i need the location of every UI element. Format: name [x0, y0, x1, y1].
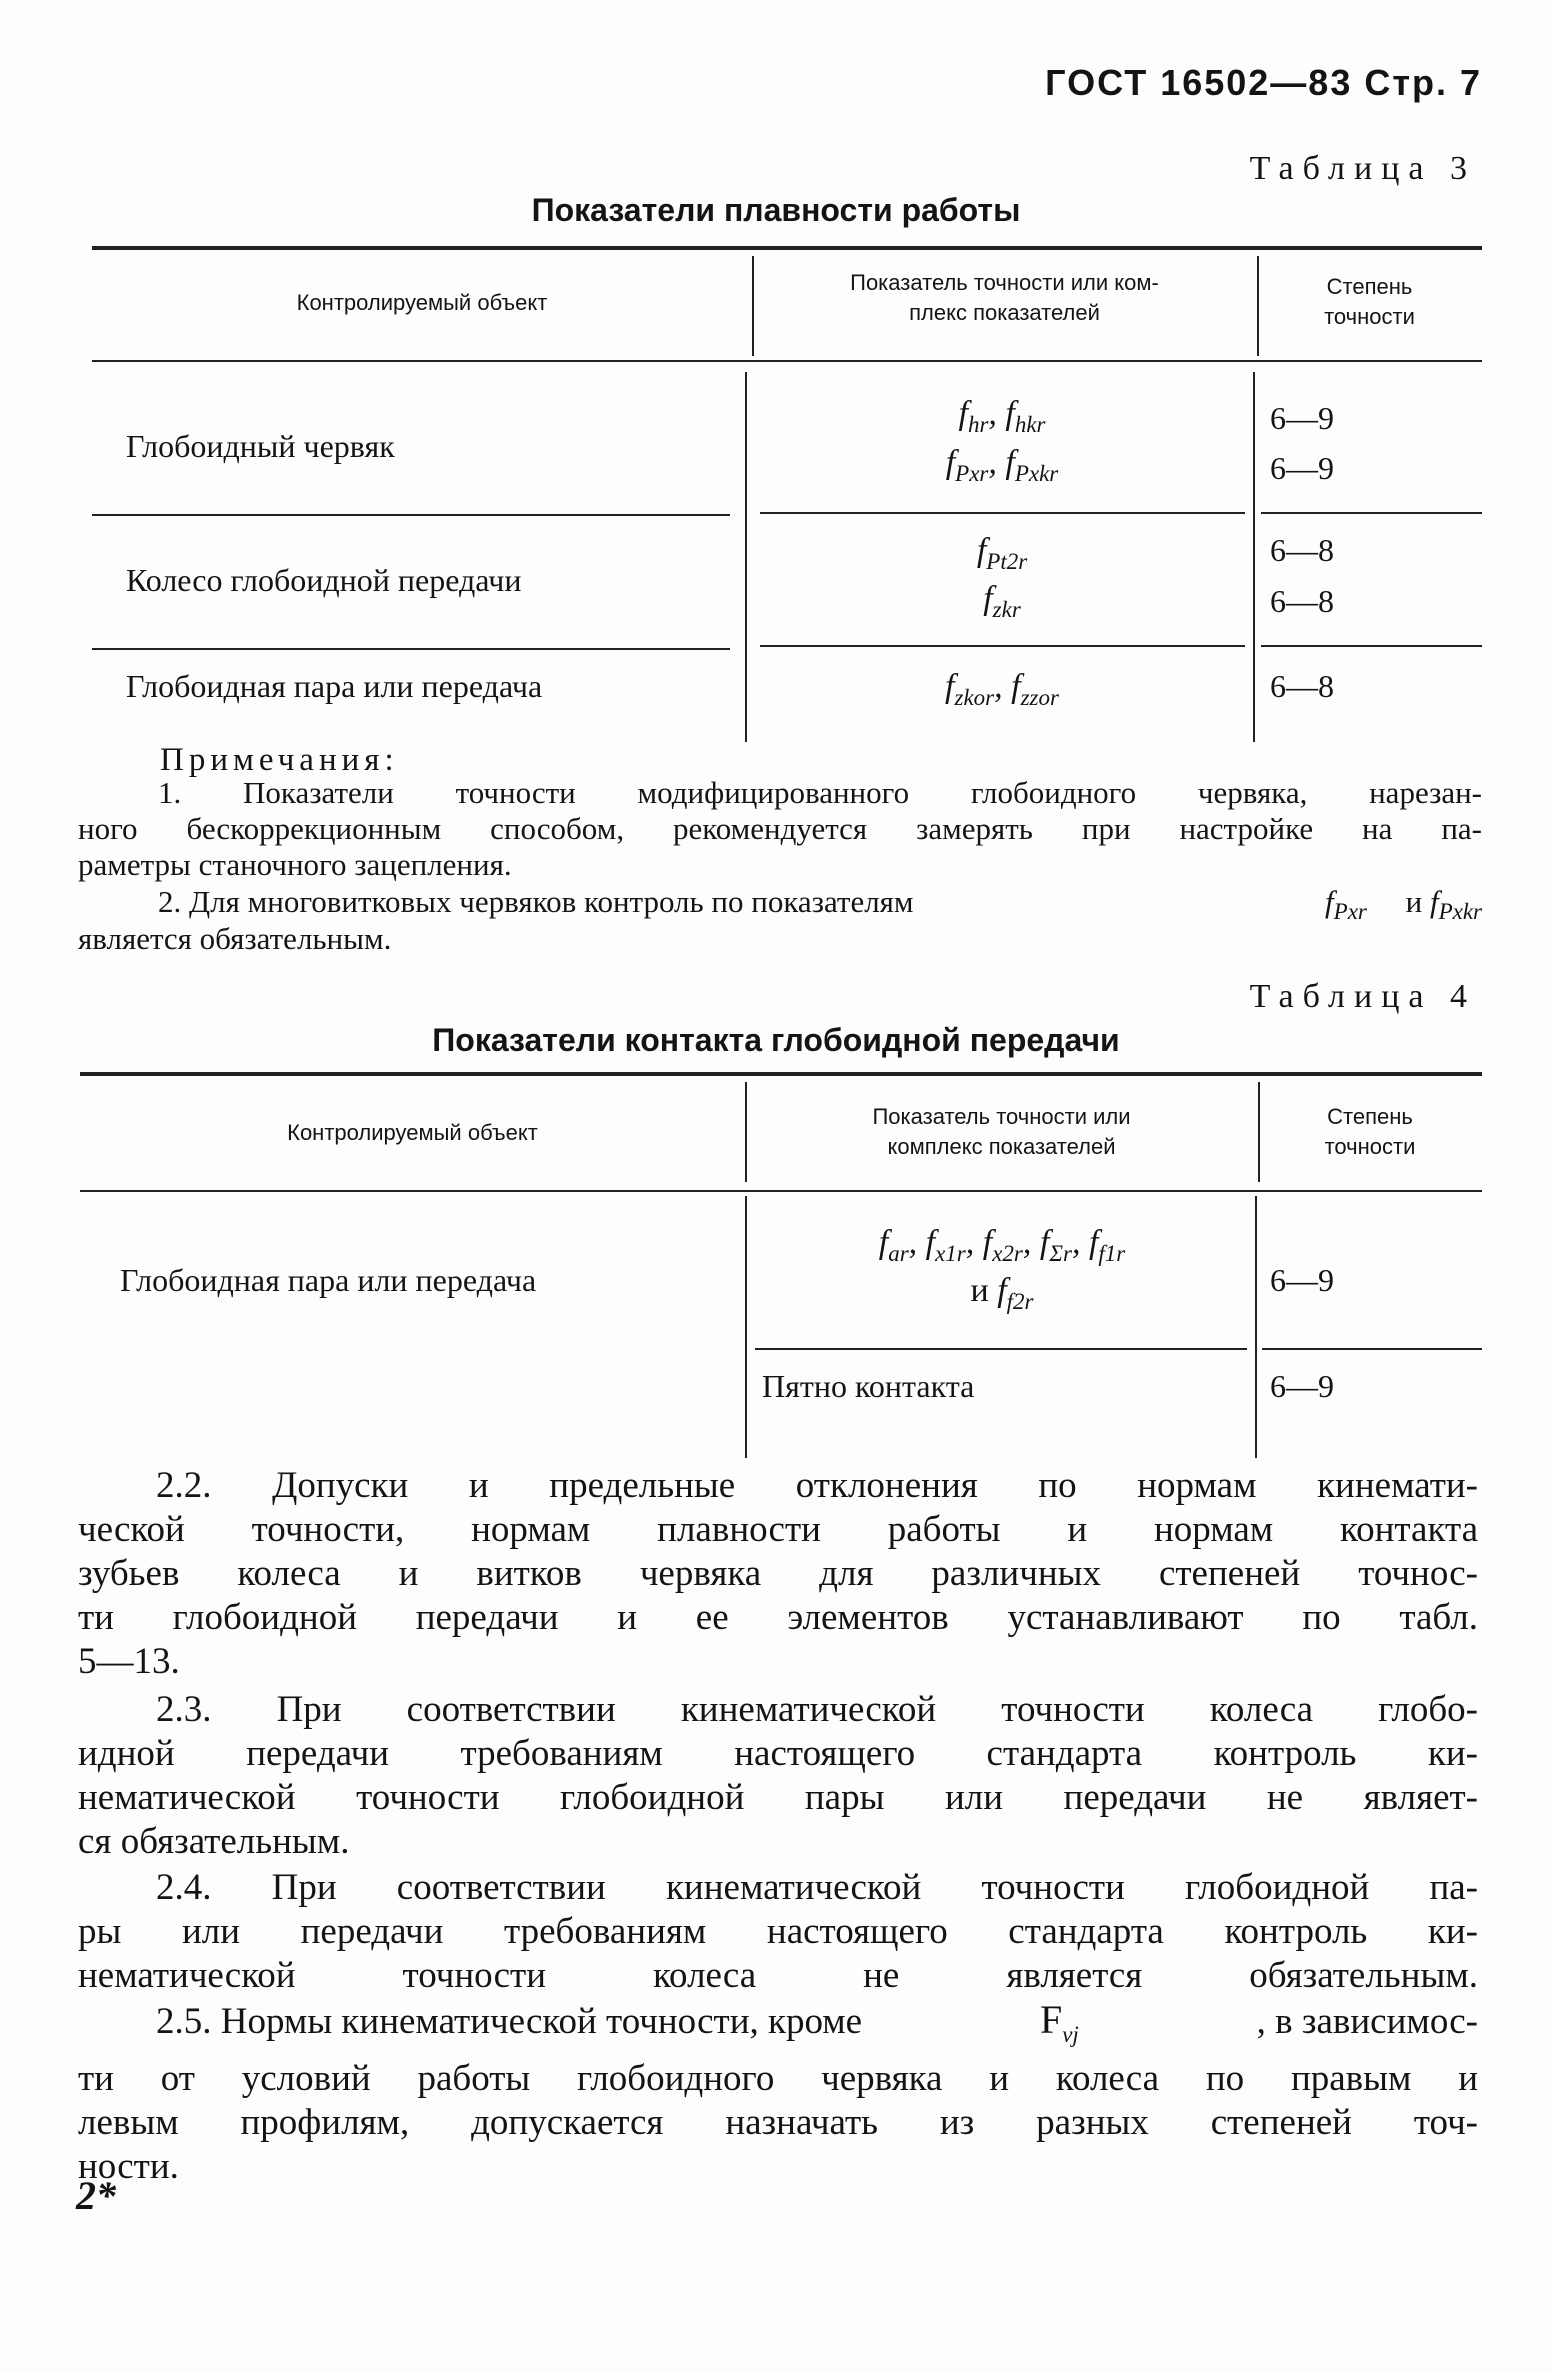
- table3-row1-rule-col3: [1261, 512, 1482, 514]
- table3-header-indicator-line2: плекс показателей: [909, 300, 1100, 325]
- notes-title: Примечания:: [160, 742, 399, 778]
- table3-row2-rule-col1: [92, 648, 730, 650]
- note2-f2: f: [1429, 884, 1439, 919]
- p25-line4: ности.: [78, 2146, 179, 2187]
- note2-f1: f: [1325, 884, 1334, 919]
- table3-row1-object: Глобоидный червяк: [126, 428, 395, 464]
- table4-ind2-sub: x1r: [935, 1240, 966, 1266]
- table4-row-degree1: 6—9: [1270, 1262, 1334, 1298]
- table3-header-degree-line1: Степень: [1326, 274, 1413, 299]
- p22-line1: 2.2. Допуски и предельные отклонения по нормам кинемати-: [156, 1465, 1478, 1506]
- table4-header-degree: [1258, 1102, 1482, 1162]
- p25-line2: ти от условий работы глобоидного червяка и колеса по правым и: [78, 2058, 1478, 2099]
- p25-formula: [1040, 1998, 1079, 2057]
- table3-row2-rule-col2: [760, 645, 1245, 647]
- table3-caption: Показатели плавности работы: [531, 192, 1021, 228]
- note2-formula: [1325, 884, 1482, 930]
- table4-label: Таблица 4: [1249, 978, 1476, 1015]
- page-header: ГОСТ 16502—83 Стр. 7: [1045, 62, 1482, 103]
- table4-ind1-sub: ar: [888, 1240, 909, 1266]
- table3-top-rule: [92, 246, 1482, 250]
- table3-row2-ind2: f: [983, 580, 993, 617]
- table3-row1-ind2: f: [1005, 395, 1015, 432]
- table3-row2-rule-col3: [1261, 645, 1482, 647]
- table3-header-degree: [1257, 272, 1482, 332]
- table3-body-divider-2: [1253, 372, 1255, 742]
- table4-ind5: f: [1088, 1224, 1099, 1261]
- table4-ind4-sub: Σr: [1049, 1240, 1072, 1266]
- table4-header-rule: [80, 1190, 1482, 1192]
- table4-body-divider-1: [745, 1196, 747, 1458]
- p24-line3: нематической точности колеса не является обязательным.: [78, 1955, 1478, 1996]
- table3-row2-indicator2: [752, 580, 1252, 623]
- table3-row2-ind1: f: [976, 532, 987, 569]
- p22-line3: зубьев колеса и витков червяка для различных степеней точнос-: [78, 1553, 1478, 1594]
- table4-row-degree2: 6—9: [1270, 1368, 1334, 1404]
- table4-ind6: f: [997, 1272, 1007, 1309]
- p23-line2: идной передачи требованиям настоящего стандарта контроль ки-: [78, 1733, 1478, 1774]
- table3-header-degree-line2: точности: [1324, 304, 1415, 329]
- table3-row1-ind2-sub: hkr: [1014, 411, 1046, 437]
- p24-line2: ры или передачи требованиям настоящего стандарта контроль ки-: [78, 1911, 1478, 1952]
- note2-text: 2. Для многовитковых червяков контроль по показателям: [158, 884, 914, 919]
- table4-caption: Показатели контакта глобоидной передачи: [432, 1022, 1120, 1058]
- table3-row3-object: Глобоидная пара или передача: [126, 668, 543, 704]
- note2-f2-sub: Pxkr: [1438, 899, 1482, 925]
- p24-line1: 2.4. При соответствии кинематической точности глобоидной па-: [156, 1867, 1478, 1908]
- table3-row1-ind4-sub: Pxkr: [1014, 460, 1059, 486]
- p22-line5: 5—13.: [78, 1641, 180, 1682]
- table3-row2-object: Колесо глобоидной передачи: [126, 562, 522, 598]
- table3-row1-ind3-sub: Pxr: [955, 460, 989, 486]
- table4-ind6-sub: f2r: [1006, 1288, 1034, 1314]
- table3-row1-ind1: f: [958, 395, 968, 432]
- table3-row1-degree2: 6—9: [1270, 450, 1334, 486]
- table4-and: и: [970, 1272, 989, 1309]
- table4-contact-label: Пятно контакта: [762, 1368, 975, 1404]
- table3-row1-indicators-line2: $f_{Pxr}$, $f_{Pxkr}$: [945, 444, 1059, 486]
- table3-row2-ind1-sub: Pt2r: [986, 548, 1028, 574]
- paragraph-2-4: [78, 1866, 1478, 1998]
- table4-header-degree-line2: точности: [1324, 1134, 1416, 1159]
- table4-ind3: f: [982, 1224, 993, 1261]
- table4-ind4: f: [1039, 1224, 1050, 1261]
- table3-row3-indicators: $f_{zkor}$, $f_{zzor}$: [945, 668, 1059, 710]
- page-signature: 2*: [76, 2173, 116, 2218]
- p25-line1: [78, 1998, 1478, 2057]
- table3-row3-ind2-sub: zzor: [1020, 684, 1059, 710]
- table3-row2-indicator1: [752, 532, 1252, 575]
- table4-row-indicators-line2: [752, 1272, 1252, 1315]
- paragraph-2-5: [78, 1998, 1478, 2189]
- table4-header-indicator: [745, 1102, 1258, 1162]
- p25-line1-end: , в зависимос-: [1256, 2001, 1478, 2042]
- table3-label: Таблица 3: [1249, 150, 1476, 187]
- note2-line2: является обязательным.: [78, 921, 392, 956]
- p25-line3: левым профилям, допускается назначать из разных степеней точ-: [78, 2102, 1478, 2143]
- table3-row2-degree2: 6—8: [1270, 583, 1334, 619]
- table3-row1-degree1: 6—9: [1270, 400, 1334, 436]
- table3-row1-rule-col2: [760, 512, 1245, 514]
- table3-row3-degree1: 6—8: [1270, 668, 1334, 704]
- table3-row2-ind2-sub: zkr: [992, 596, 1021, 622]
- table3-row2-degree1: 6—8: [1270, 532, 1334, 568]
- p22-line2: ческой точности, нормам плавности работы и нормам контакта: [78, 1509, 1478, 1550]
- p23-line3: нематической точности глобоидной пары или передачи не являет-: [78, 1777, 1478, 1818]
- table4-row-object: Глобоидная пара или передача: [120, 1262, 537, 1298]
- paragraph-2-3: [78, 1688, 1478, 1864]
- p25-F-sub: vj: [1062, 2022, 1079, 2047]
- table3-body-divider-1: [745, 372, 747, 742]
- table4-ind3-sub: x2r: [992, 1240, 1023, 1266]
- table3-row1-rule-col1: [92, 514, 730, 516]
- note1-line1: 1. Показатели точности модифицированного глобоидного червяка, нарезан-: [158, 775, 1482, 810]
- table4-body-divider-2: [1255, 1196, 1257, 1458]
- note1-line2: ного бескоррекционным способом, рекомендуется замерять при настройке на па-: [78, 811, 1482, 846]
- table3-row3-ind1-sub: zkor: [954, 684, 995, 710]
- p22-line4: ти глобоидной передачи и ее элементов устанавливают по табл.: [78, 1597, 1478, 1638]
- table4-ind1: f: [878, 1224, 889, 1261]
- paragraph-2-2: [78, 1464, 1478, 1684]
- table4-header-object: Контролируемый объект: [287, 1120, 538, 1145]
- table3-row3-ind2: f: [1011, 668, 1021, 705]
- p25-line1-start: 2.5. Нормы кинематической точности, кроме: [156, 2001, 863, 2042]
- table3-header-object: Контролируемый объект: [296, 290, 548, 315]
- table4-ind5-sub: f1r: [1098, 1240, 1126, 1266]
- table4-row-rule-col3: [1262, 1348, 1482, 1350]
- table3-row1-ind3: f: [945, 444, 956, 481]
- table4-row-rule-col2: [755, 1348, 1247, 1350]
- p23-line1: 2.3. При соответствии кинематической точности колеса глобо-: [156, 1689, 1478, 1730]
- p25-F: F: [1039, 1997, 1063, 2042]
- table4-header-indicator-line1: Показатель точности или: [872, 1104, 1131, 1129]
- table4-ind2: f: [925, 1224, 936, 1261]
- note2-f1-sub: Pxr: [1333, 899, 1367, 925]
- table3-row1-indicators-line1: $f_{hr}$, $f_{hkr}$: [958, 395, 1046, 437]
- table3-header-indicator: [752, 268, 1257, 328]
- note2-and: и: [1405, 884, 1423, 919]
- table4-header-degree-line1: Степень: [1327, 1104, 1413, 1129]
- table4-row-indicators-line1: $f_{ar}$, $f_{x1r}$, $f_{x2r}$, $f_{\Sigma r}$, $f_{f1r}$: [878, 1224, 1126, 1266]
- p23-line4: ся обязательным.: [78, 1821, 350, 1862]
- table3-header-indicator-line1: Показатель точности или ком-: [850, 270, 1159, 295]
- table3-row3-ind1: f: [945, 668, 955, 705]
- table4-top-rule: [80, 1072, 1482, 1076]
- table3-header-rule: [92, 360, 1482, 362]
- note1-line3: раметры станочного зацепления.: [78, 847, 512, 882]
- table4-header-indicator-line2: комплекс показателей: [887, 1134, 1116, 1159]
- table3-row1-ind1-sub: hr: [967, 411, 989, 437]
- table3-row1-ind4: f: [1005, 444, 1015, 481]
